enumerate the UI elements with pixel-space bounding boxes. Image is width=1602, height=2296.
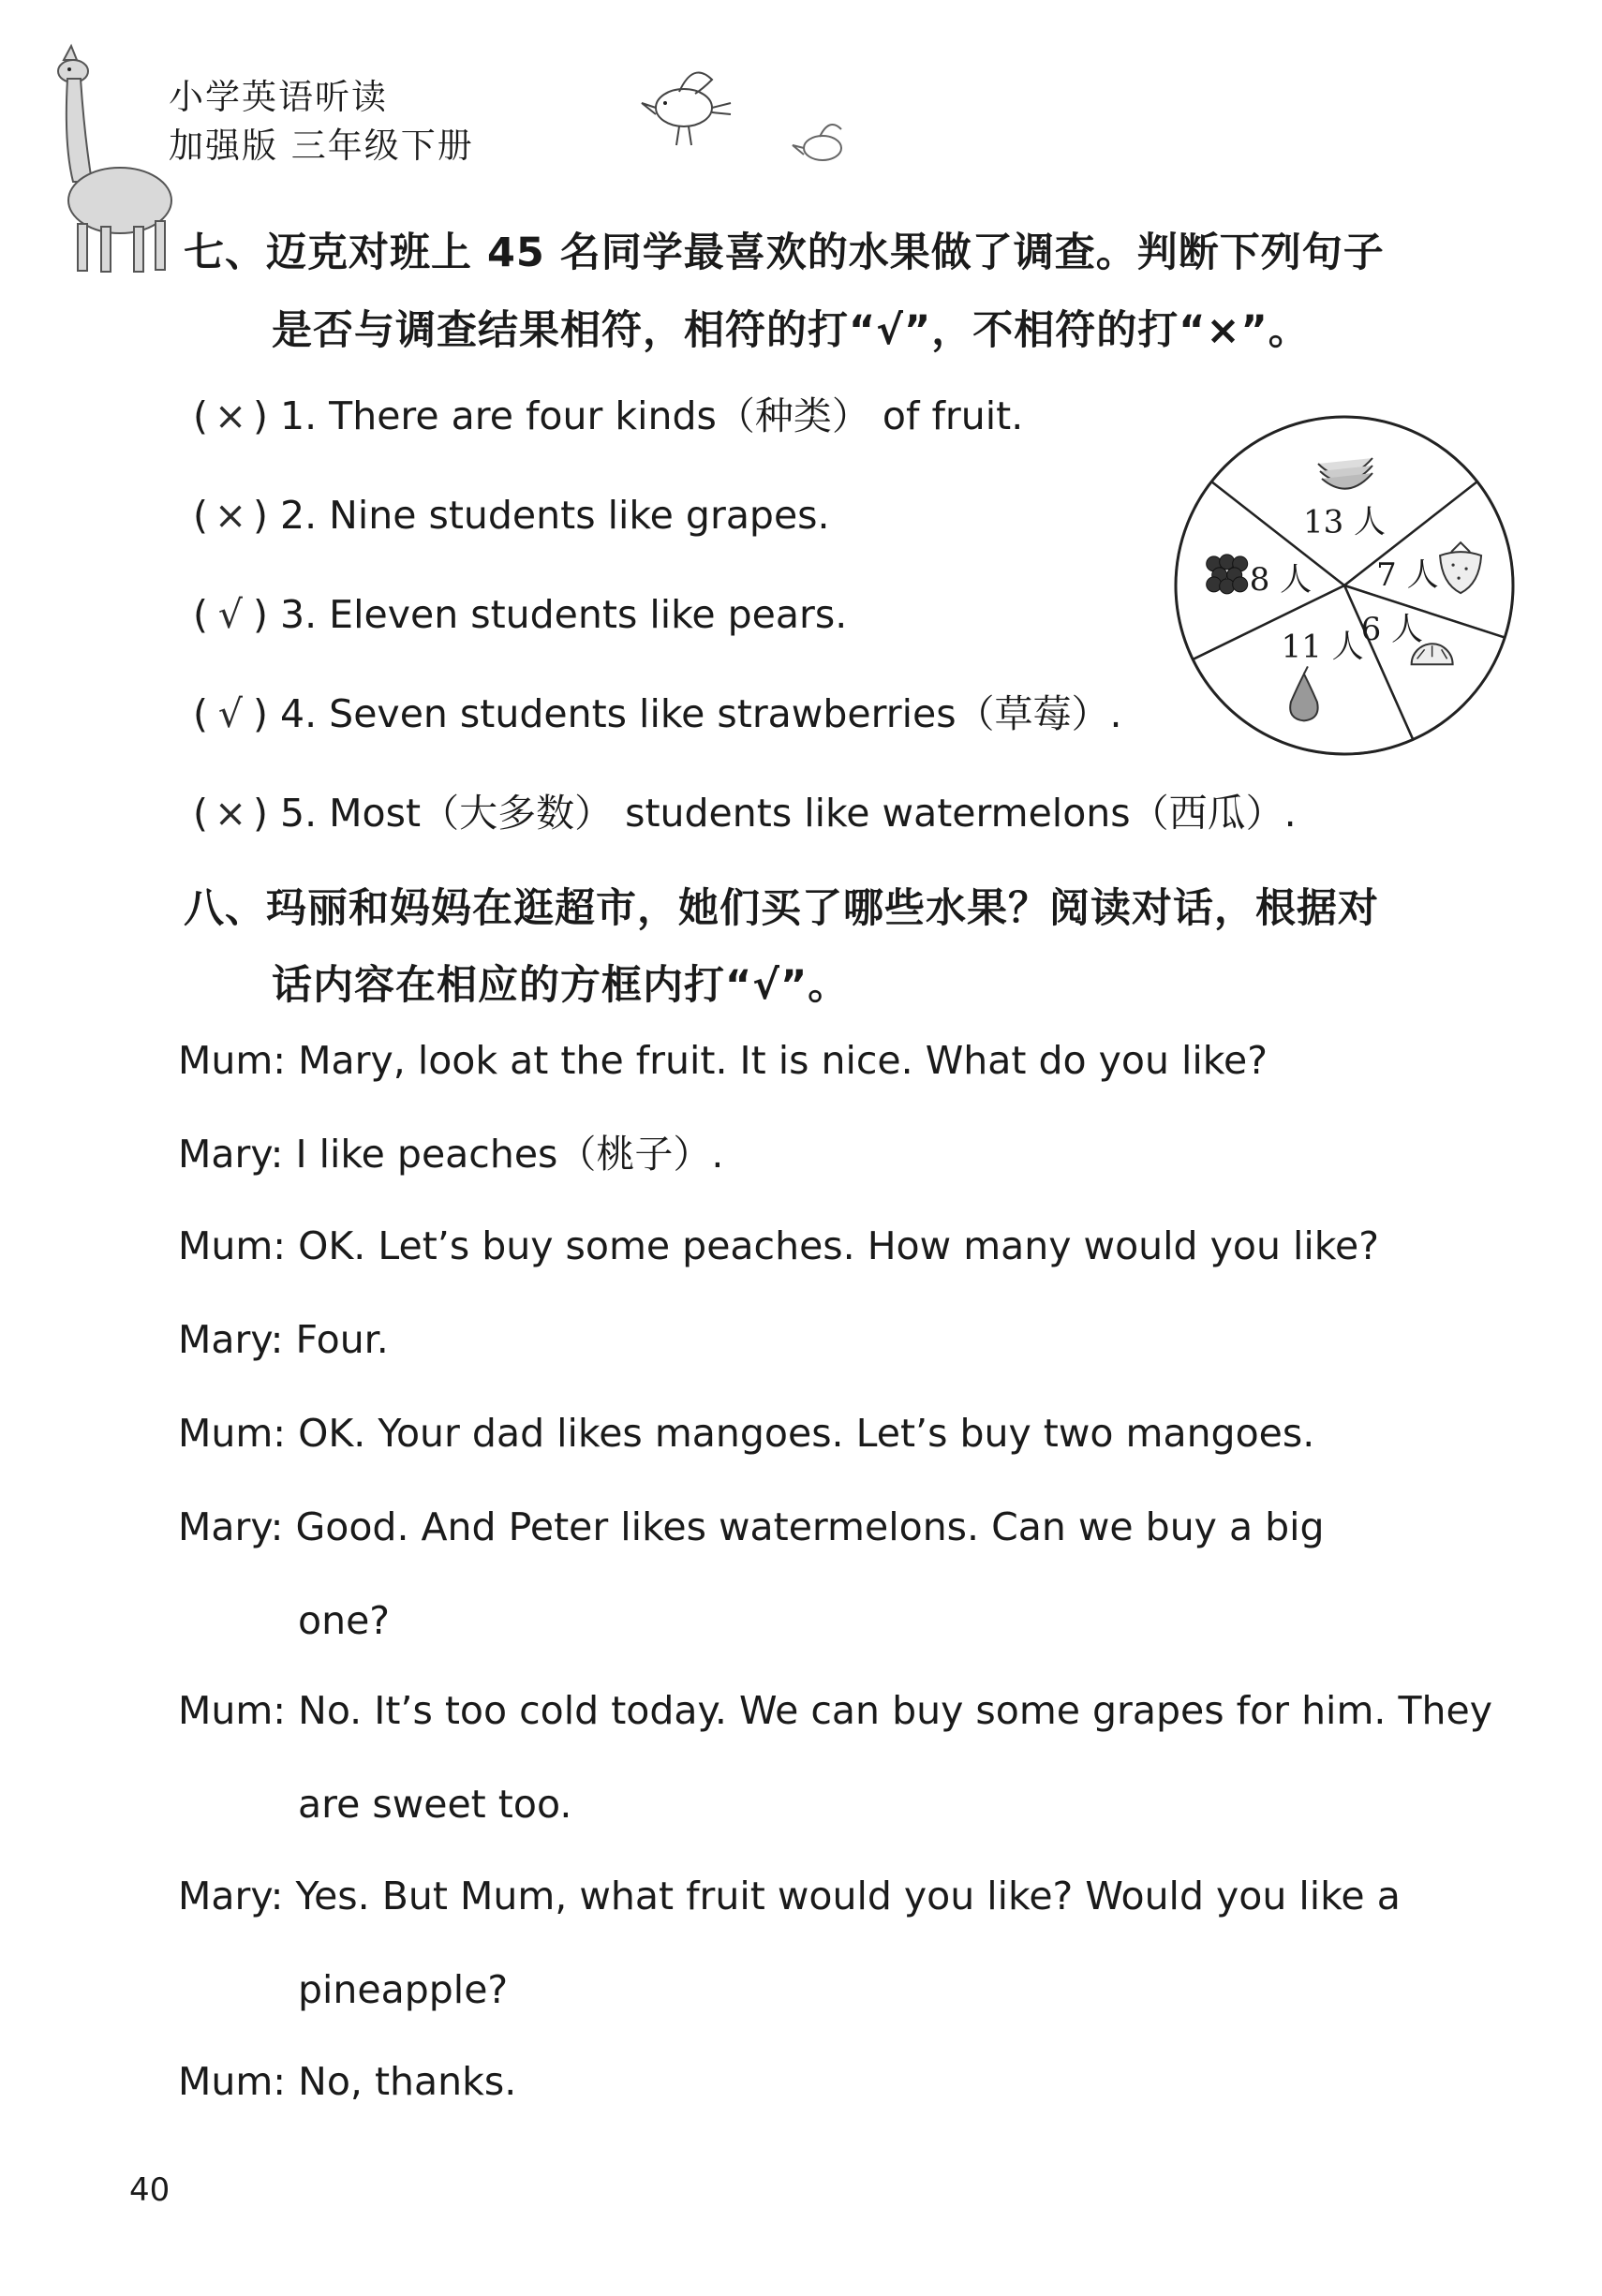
dialogue-line: Mary: Good. And Peter likes watermelons. Can we buy a big [178, 1504, 1325, 1549]
dialogue-line: Mum: Mary, look at the fruit. It is nice. What do you like? [178, 1038, 1268, 1083]
section7-title-line1: 七、迈克对班上 45 名同学最喜欢的水果做了调查。判断下列句子 [184, 230, 1385, 276]
answer-mark: √ [217, 691, 244, 736]
page-number: 40 [129, 2171, 171, 2209]
question-text: ) 2. Nine students like grapes. [253, 493, 830, 538]
answer-mark: × [214, 393, 247, 438]
dialogue-line: Mum: No, thanks. [178, 2059, 517, 2104]
dialogue-line: Mary: Four. [178, 1317, 389, 1362]
question-row-2: ( × ) 2. Nine students like grapes. [193, 487, 830, 543]
dialogue-line: Mum: OK. Your dad likes mangoes. Let’s buy two mangoes. [178, 1411, 1315, 1456]
question-text: ) 3. Eleven students like pears. [253, 592, 848, 637]
dialogue-line: Mum: OK. Let’s buy some peaches. How many would you like? [178, 1223, 1380, 1268]
question-text: ) 5. Most（大多数） students like watermelons（西瓜）. [253, 791, 1297, 836]
book-header [169, 73, 474, 170]
question-text: ) 4. Seven students like strawberries（草莓）. [253, 691, 1122, 736]
grapes-icon [1207, 555, 1248, 594]
answer-mark: × [214, 791, 247, 836]
dialogue-line: Mary: I like peaches（桃子）. [178, 1132, 724, 1177]
section8-title-line1: 八、玛丽和妈妈在逛超市，她们买了哪些水果？阅读对话，根据对 [184, 885, 1379, 932]
question-row-1: ( × ) 1. There are four kinds（种类） of fruit. [193, 388, 1023, 444]
section7-title-line2: 是否与调查结果相符，相符的打“√”，不相符的打“×”。 [272, 307, 1310, 354]
giraffe-icon [36, 41, 176, 275]
dialogue-line: Mary: Yes. But Mum, what fruit would you like? Would you like a [178, 1874, 1401, 1918]
book-series-title: 小学英语听读 [169, 77, 388, 117]
question-row-5: ( × ) 5. Most（大多数） students like watermelons（西瓜）. [193, 785, 1297, 841]
section8-title-line2: 话内容在相应的方框内打“√”。 [272, 962, 850, 1009]
question-row-4: ( √ ) 4. Seven students like strawberries（草莓）. [193, 686, 1122, 742]
dialogue-line-continuation: pineapple? [298, 1967, 509, 2012]
pie-slice-label: 6 人 [1360, 610, 1424, 648]
pie-slice-label: 13 人 [1302, 503, 1387, 541]
pie-slice-label: 11 人 [1281, 628, 1364, 666]
pie-slice-label: 8 人 [1249, 560, 1313, 599]
answer-mark: × [214, 493, 247, 538]
pie-slice-label: 7 人 [1376, 556, 1439, 595]
dialogue-line-continuation: one? [298, 1598, 391, 1643]
bird-icon [637, 56, 749, 159]
dialogue-line: Mum: No. It’s too cold today. We can buy some grapes for him. They [178, 1688, 1492, 1733]
answer-mark: √ [217, 592, 244, 637]
question-row-3: ( √ ) 3. Eleven students like pears. [193, 586, 847, 643]
question-text: ) 1. There are four kinds（种类） of fruit. [253, 393, 1024, 438]
book-edition-title: 加强版 三年级下册 [169, 126, 474, 166]
dialogue-line-continuation: are sweet too. [298, 1782, 572, 1827]
bird-icon [787, 112, 862, 178]
fruit-survey-pie-chart [1162, 403, 1527, 768]
